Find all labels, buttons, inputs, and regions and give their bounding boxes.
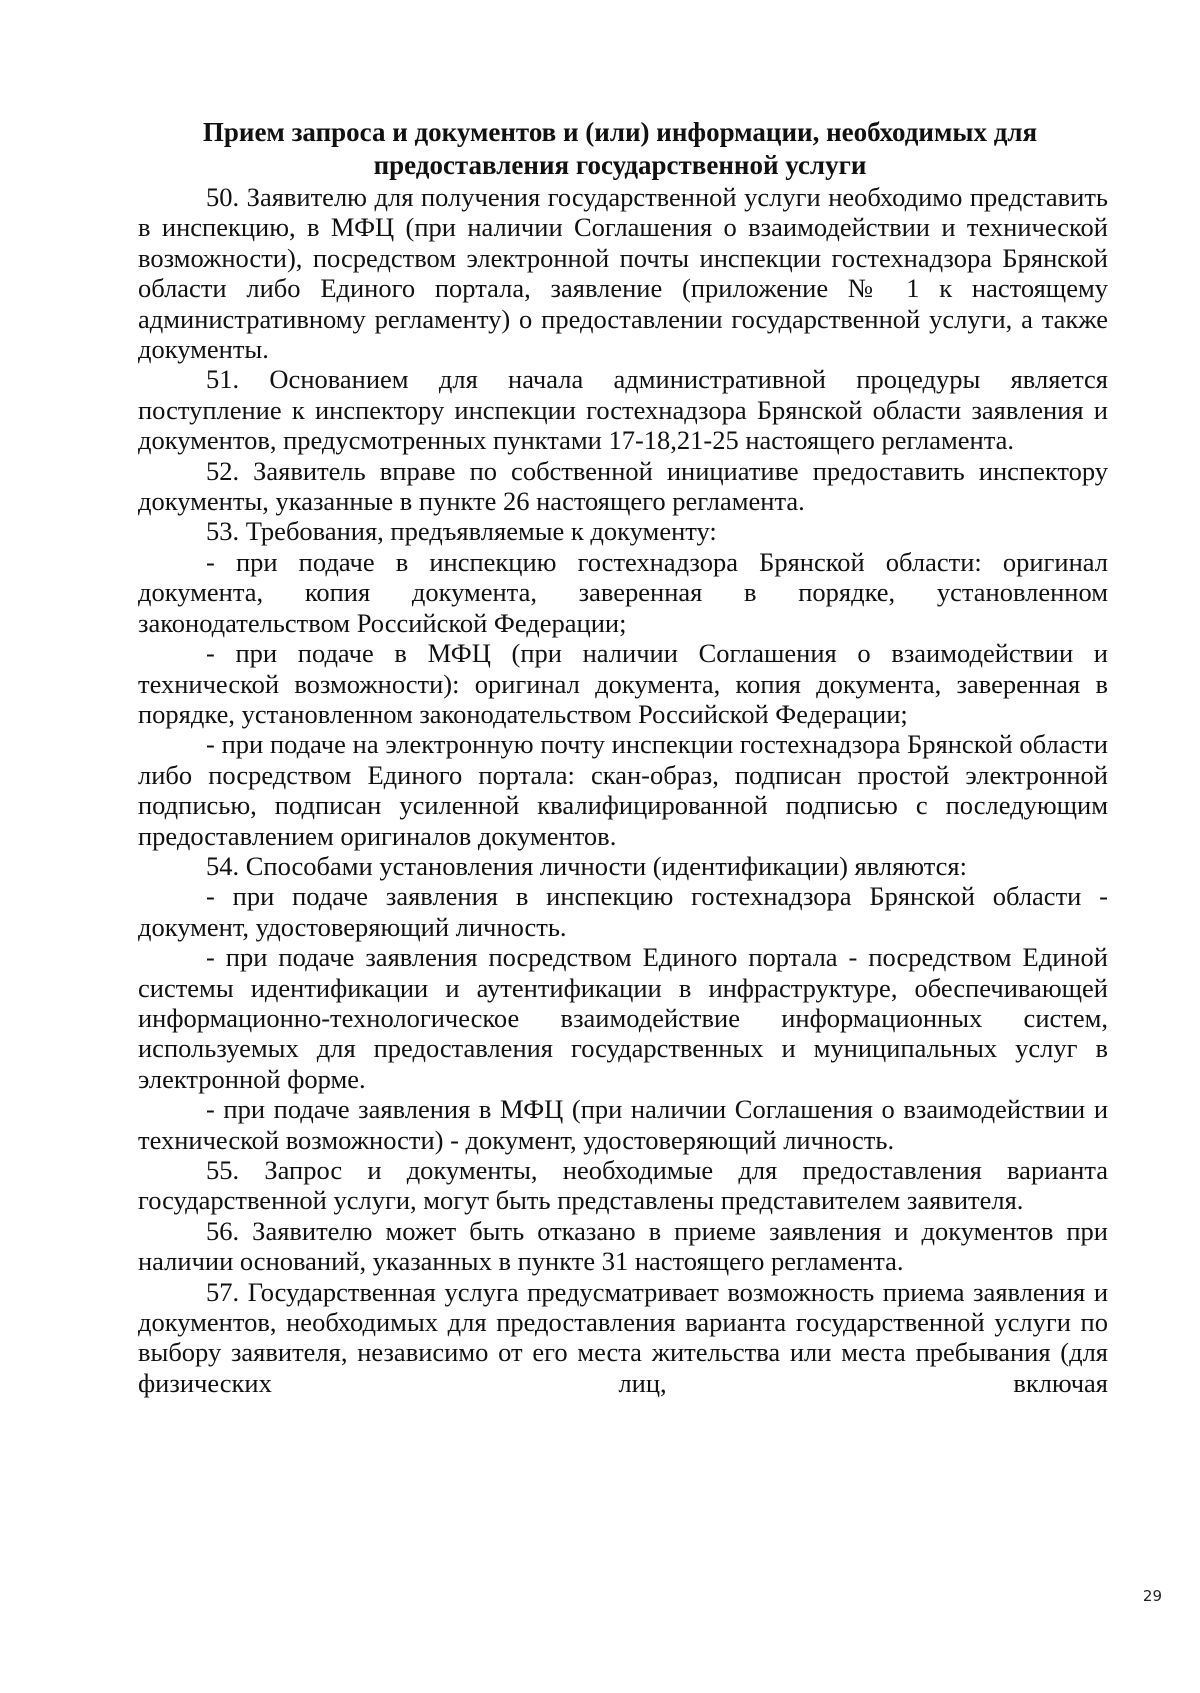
list-item-id-inspection: - при подаче заявления в инспекцию гостехнадзора Брянской области - документ, удостоверяющий личность. <box>138 881 1108 942</box>
paragraph-57: 57. Государственная услуга предусматривает возможность приема заявления и документов, необходимых для предоставления варианта государственной услуги по выбору заявителя, независимо от его места жительства или места пребывания (для физических лиц, включая <box>138 1276 1108 1398</box>
section-heading <box>140 116 1100 182</box>
list-item-inspection: - при подаче в инспекцию гостехнадзора Брянской области: оригинал документа, копия документа, заверенная в порядке, установленном законодательством Российской Федерации; <box>138 546 1108 638</box>
paragraph-52: 52. Заявитель вправе по собственной инициативе предоставить инспектору документы, указанные в пункте 26 настоящего регламента. <box>138 455 1108 517</box>
list-item-id-mfc: - при подаче заявления в МФЦ (при наличии Соглашения о взаимодействии и технической возможности) - документ, удостоверяющий личность. <box>138 1094 1108 1155</box>
heading-line-1: Прием запроса и документов и (или) информации, необходимых для <box>202 117 1038 147</box>
document-body <box>138 182 1108 1398</box>
page-number: 29 <box>1142 1587 1162 1605</box>
paragraph-51: 51. Основанием для начала административной процедуры является поступление к инспектору инспекции гостехнадзора Брянской области заявления и документов, предусмотренных пунктами 17-18,21-25 настоящего регламента. <box>138 364 1108 456</box>
paragraph-54: 54. Способами установления личности (идентификации) являются: <box>206 850 967 881</box>
list-item-id-portal: - при подаче заявления посредством Единого портала - посредством Единой системы идентификации и аутентификации в инфраструктуре, обеспечивающей информационно-технологическое взаимодействие информационных систем, используемых для предоставления государственных и муниципальных услуг в электронной форме. <box>138 942 1108 1094</box>
list-item-mfc: - при подаче в МФЦ (при наличии Соглашения о взаимодействии и технической возможности): оригинал документа, копия документа, заверенная в порядке, установленном законодательством Российской Федерации; <box>138 638 1108 729</box>
heading-line-2: предоставления государственной услуги <box>373 150 867 180</box>
paragraph-50: 50. Заявителю для получения государственной услуги необходимо представить в инспекцию, в МФЦ (при наличии Соглашения о взаимодействии и технической возможности), посредством электронной почты инспекции гостехнадзора Брянской области либо Единого портала, заявление (приложение № 1 к настоящему административному регламенту) о предоставлении государственной услуги, а также документы. <box>138 182 1108 365</box>
paragraph-53: 53. Требования, предъявляемые к документу: <box>206 516 717 547</box>
list-item-email-portal: - при подаче на электронную почту инспекции гостехнадзора Брянской области либо посредством Единого портала: скан-образ, подписан простой электронной подписью, подписан усиленной квалифицированной подписью с последующим предоставлением оригиналов документов. <box>138 729 1108 851</box>
paragraph-56: 56. Заявителю может быть отказано в приеме заявления и документов при наличии оснований, указанных в пункте 31 настоящего регламента. <box>138 1215 1108 1277</box>
paragraph-55: 55. Запрос и документы, необходимые для предоставления варианта государственной услуги, могут быть представлены представителем заявителя. <box>138 1155 1108 1216</box>
